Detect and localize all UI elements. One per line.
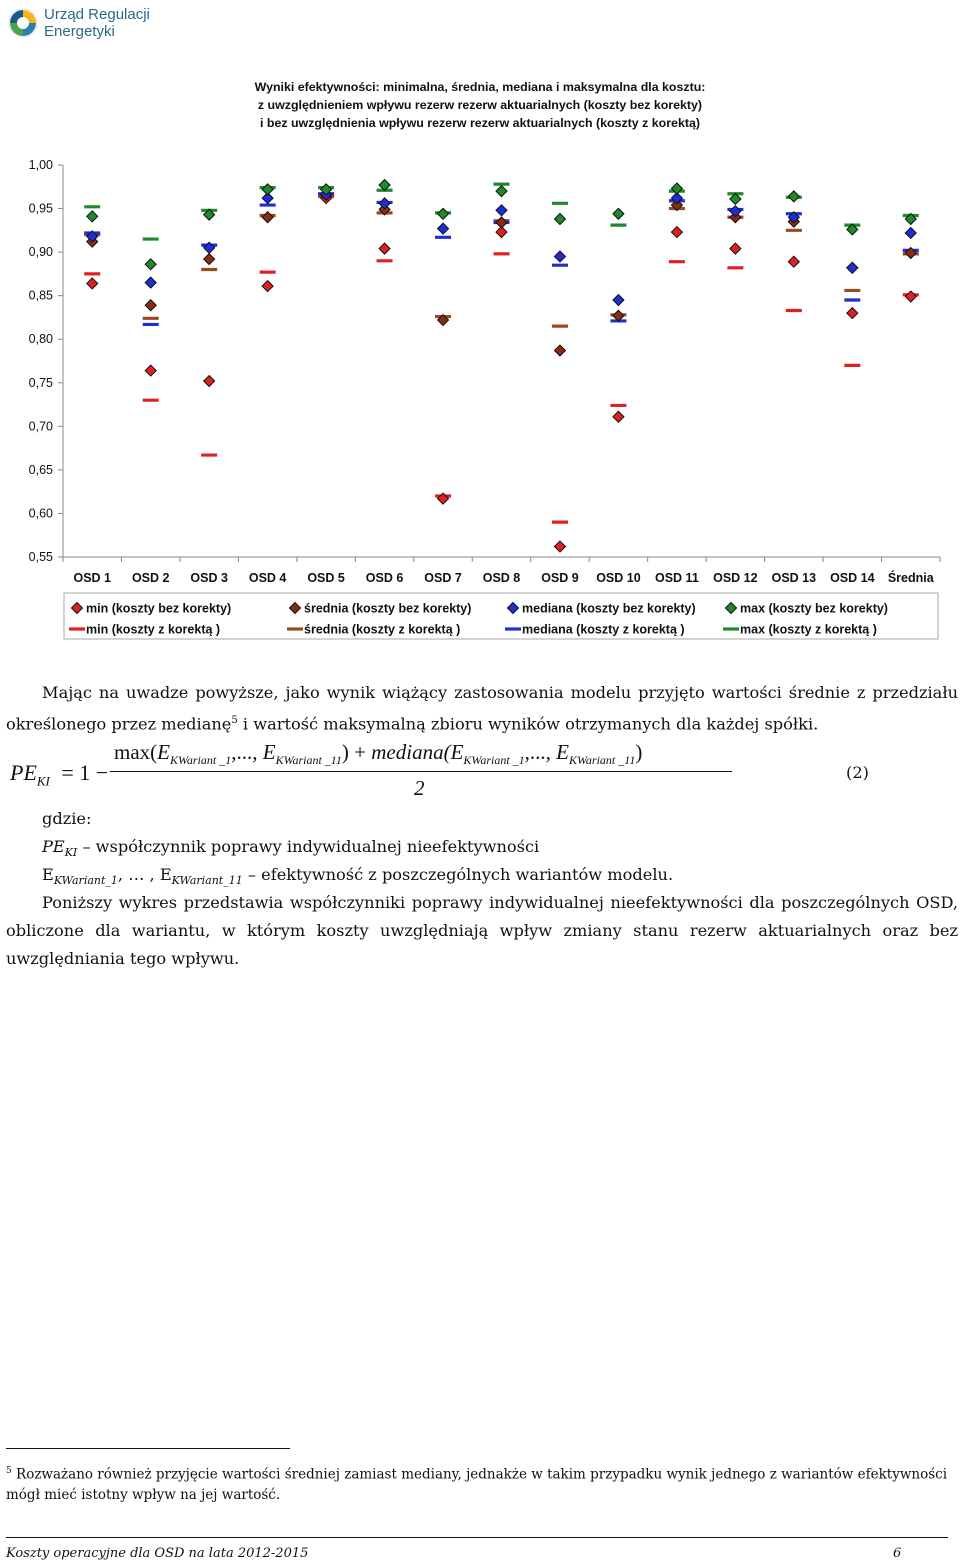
eq-sub-3: KWariant _1 <box>463 753 525 768</box>
data-point <box>262 212 273 223</box>
x-tick-label: OSD 8 <box>482 571 521 585</box>
data-point <box>438 223 449 234</box>
paragraph-1-text: Mając na uwadze powyższe, jako wynik wiążący zastosowania modelu przyjęto wartości średnie z przedziału określonego przez medianę <box>6 683 958 734</box>
data-point <box>730 243 741 254</box>
legend-marker <box>72 603 83 614</box>
data-point <box>204 254 215 265</box>
chart-title <box>0 78 960 132</box>
y-tick-label: 0,65 <box>28 462 53 477</box>
chart-title-line-2: z uwzględnieniem wpływu rezerw rezerw aktuarialnych (koszty bez korekty) <box>257 98 703 112</box>
data-point <box>496 205 507 216</box>
equation-equals: = 1 − <box>61 760 109 785</box>
x-tick-label: OSD 5 <box>307 571 345 585</box>
legend-marker <box>290 603 301 614</box>
data-point <box>496 217 507 228</box>
logo <box>6 4 176 40</box>
legend-marker <box>508 603 519 614</box>
data-point <box>379 243 390 254</box>
footnote-text: Rozważano również przyjęcie wartości średniej zamiast mediany, jednakże w takim przypadku wynik jednego z wariantów efektywności mógł mieć istotny wpływ na jej wartość. <box>6 1466 948 1503</box>
def-e-1: E <box>42 865 54 884</box>
chart-title-line-1: Wyniki efektywności: minimalna, średnia, mediana i maksymalna dla kosztu: <box>254 80 706 94</box>
x-tick-label: OSD 11 <box>655 571 699 585</box>
equation-numerator <box>114 740 642 768</box>
data-point <box>788 256 799 267</box>
x-tick-label: OSD 3 <box>190 571 228 585</box>
y-tick-label: 0,95 <box>28 201 53 216</box>
eq-e-3: E <box>450 740 464 764</box>
def-pe-symbol: PE <box>42 837 65 856</box>
data-point <box>905 291 916 302</box>
footnote-divider <box>6 1448 290 1449</box>
eq-plus: ) + <box>341 740 372 764</box>
data-point <box>145 259 156 270</box>
x-tick-label: OSD 12 <box>713 571 758 585</box>
eq-max: max( <box>114 740 158 764</box>
paragraph-1 <box>6 679 958 738</box>
legend-label: max (koszty bez korekty) <box>740 601 888 616</box>
legend-label: max (koszty z korektą ) <box>740 622 877 637</box>
data-point <box>554 345 565 356</box>
eq-sub-4: KWariant _11 <box>569 753 636 768</box>
footer-divider <box>6 1537 948 1538</box>
fraction-bar <box>110 771 732 772</box>
x-tick-label: OSD 4 <box>248 571 287 585</box>
equation-lhs <box>10 760 108 789</box>
data-point <box>262 184 273 195</box>
chart-title-line-3: i bez uwzględnienia wpływu rezerw rezerw aktuarialnych (koszty z korektą) <box>259 116 700 130</box>
data-point <box>496 186 507 197</box>
y-tick-label: 0,85 <box>28 288 53 303</box>
x-tick-label: OSD 14 <box>830 571 875 585</box>
footnote-ref: 5 <box>231 715 238 726</box>
equation-number: (2) <box>846 763 869 782</box>
logo-line-2: Energetyki <box>44 23 115 40</box>
eq-e-4: E <box>556 740 569 764</box>
data-point <box>554 214 565 225</box>
eq-mediana: mediana( <box>371 740 451 764</box>
data-point <box>554 251 565 262</box>
y-tick-label: 0,60 <box>28 506 53 521</box>
logo-emblem-icon <box>6 6 40 40</box>
x-tick-label: OSD 1 <box>73 571 111 585</box>
page-number: 6 <box>893 1546 902 1561</box>
eq-dots-1: ,..., <box>231 740 263 764</box>
chart-marks <box>84 180 919 553</box>
x-tick-label: OSD 9 <box>541 571 579 585</box>
def-e-mid: , … , <box>117 865 160 884</box>
data-point <box>204 376 215 387</box>
y-tick-label: 1,00 <box>28 158 53 172</box>
eq-sub-1: KWariant _1 <box>169 753 232 768</box>
eq-close: ) <box>635 740 643 764</box>
equation-denominator: 2 <box>414 776 425 800</box>
def-e-2: E <box>159 865 172 884</box>
chart-legend <box>64 593 938 639</box>
x-tick-label: OSD 6 <box>365 571 404 585</box>
legend-label: min (koszty bez korekty) <box>86 601 232 616</box>
legend-marker <box>726 603 737 614</box>
data-point <box>613 295 624 306</box>
efficiency-chart <box>0 150 960 650</box>
equation <box>0 738 960 802</box>
y-tick-label: 0,80 <box>28 332 53 347</box>
def-e-sub-1: KWariant_1 <box>53 874 118 888</box>
footnote <box>6 1461 954 1505</box>
def-e-text: – efektywność z poszczególnych wariantów modelu. <box>242 865 674 884</box>
data-point <box>145 300 156 311</box>
data-point <box>788 191 799 202</box>
data-point <box>554 541 565 552</box>
data-point <box>87 211 98 222</box>
y-tick-label: 0,70 <box>28 419 53 434</box>
y-tick-label: 0,90 <box>28 245 53 260</box>
eq-sub-2: KWariant _11 <box>275 753 342 768</box>
paragraph-1-end: i wartość maksymalną zbioru wyników otrzymanych dla każdej spółki. <box>237 714 819 734</box>
data-point <box>613 411 624 422</box>
legend-label: min (koszty z korektą ) <box>86 622 221 637</box>
data-point <box>847 308 858 319</box>
legend-label: średnia (koszty bez korekty) <box>304 601 472 616</box>
legend-label: mediana (koszty bez korekty) <box>522 601 696 616</box>
eq-e-2: E <box>262 740 276 764</box>
eq-e-1: E <box>157 740 170 764</box>
eq-dots-2: ,..., <box>524 740 557 764</box>
x-tick-label: OSD 7 <box>424 571 462 585</box>
equation-lhs-subscript: KI <box>36 773 50 789</box>
y-tick-label: 0,75 <box>28 375 53 390</box>
logo-line-1: Urząd Regulacji <box>44 6 150 23</box>
data-point <box>262 281 273 292</box>
chart-axes <box>29 158 940 585</box>
data-point <box>613 208 624 219</box>
x-tick-label: OSD 10 <box>596 571 641 585</box>
def-pe-text: – współczynnik poprawy indywidualnej nieefektywności <box>77 837 540 856</box>
def-e-sub-2: KWariant_11 <box>171 874 243 888</box>
equation-lhs-symbol: PE <box>10 760 37 785</box>
def-pe-sub: KI <box>64 846 78 860</box>
y-tick-label: 0,55 <box>28 550 53 564</box>
gdzie-label: gdzie: <box>42 809 92 828</box>
data-point <box>671 227 682 238</box>
x-tick-label: OSD 13 <box>771 571 817 585</box>
data-point <box>905 227 916 238</box>
data-point <box>847 262 858 273</box>
data-point <box>145 277 156 288</box>
data-point <box>145 365 156 376</box>
data-point <box>438 208 449 219</box>
footer-left: Koszty operacyjne dla OSD na lata 2012-2015 <box>6 1546 309 1561</box>
legend-label: średnia (koszty z korektą ) <box>304 622 461 637</box>
x-tick-label: OSD 2 <box>131 571 170 585</box>
legend-label: mediana (koszty z korektą ) <box>522 622 685 637</box>
x-tick-label: Średnia <box>887 571 934 585</box>
paragraph-2: Poniższy wykres przedstawia współczynniki poprawy indywidualnej nieefektywności dla poszczególnych OSD, obliczone dla wariantu, w którym koszty uwzględniają wpływ zmiany stanu rezerw aktuarialnych oraz bez uwzględniania tego wpływu. <box>6 893 958 968</box>
data-point <box>87 278 98 289</box>
footnote-number: 5 <box>6 1466 12 1476</box>
